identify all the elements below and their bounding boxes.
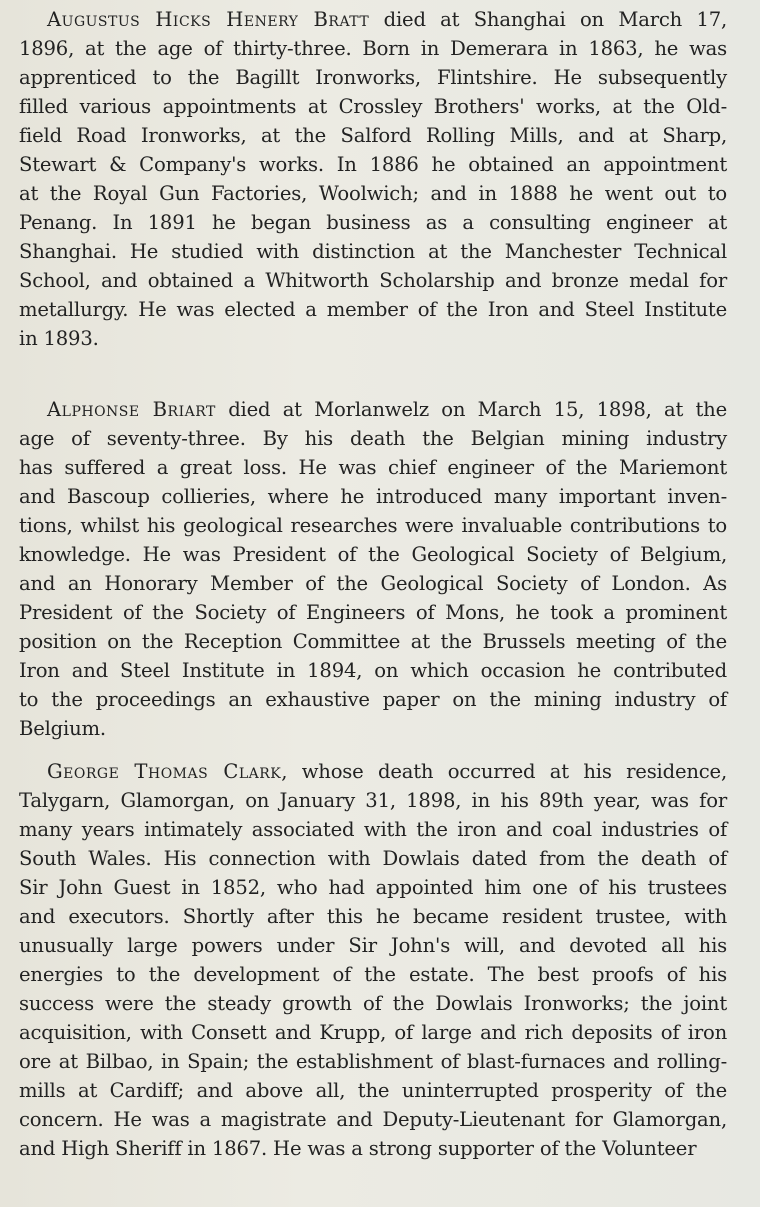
text-line: apprenticed to the Bagillt Ironworks, Flintshire. He subsequently: [19, 66, 727, 89]
text-line: Belgium.: [19, 717, 106, 740]
text-line: position on the Reception Committee at the Brussels meeting of the: [19, 630, 727, 653]
text-line: to the proceedings an exhaustive paper on the mining industry of: [19, 688, 727, 711]
text-line: success were the steady growth of the Dowlais Ironworks; the joint: [19, 992, 727, 1015]
text-line: Penang. In 1891 he began business as a consulting engineer at: [19, 211, 727, 234]
text-line: School, and obtained a Whitworth Scholarship and bronze medal for: [19, 269, 727, 292]
text-line: filled various appointments at Crossley Brothers' works, at the Old-: [19, 95, 727, 118]
text-line: Sir John Guest in 1852, who had appointed him one of his trustees: [19, 876, 727, 899]
text-line: ore at Bilbao, in Spain; the establishment of blast-furnaces and rolling-: [19, 1050, 727, 1073]
text-line: and High Sheriff in 1867. He was a strong supporter of the Volunteer: [19, 1137, 697, 1160]
text-line: Stewart & Company's works. In 1886 he obtained an appointment: [19, 153, 727, 176]
text-line: tions, whilst his geological researches were invaluable contributions to: [19, 514, 727, 537]
text-line: Augustus Hicks Henery Bratt died at Shanghai on March 17,: [47, 8, 728, 31]
person-name: Alphonse Briart: [47, 398, 216, 421]
text-line: Shanghai. He studied with distinction at the Manchester Technical: [19, 240, 727, 263]
text-line: Alphonse Briart died at Morlanwelz on March 15, 1898, at the: [47, 398, 727, 421]
text-line: and an Honorary Member of the Geological Society of London. As: [19, 572, 727, 595]
text-line: President of the Society of Engineers of Mons, he took a prominent: [19, 601, 727, 624]
text-line: has suffered a great loss. He was chief engineer of the Mariemont: [19, 456, 727, 479]
text-line: and Bascoup collieries, where he introduced many important inven-: [19, 485, 727, 508]
text-line: George Thomas Clark, whose death occurred at his residence,: [47, 760, 727, 783]
text-line: many years intimately associated with the iron and coal industries of: [19, 818, 727, 841]
text-line: field Road Ironworks, at the Salford Rolling Mills, and at Sharp,: [19, 124, 727, 147]
text-line: 1896, at the age of thirty-three. Born in Demerara in 1863, he was: [19, 37, 727, 60]
text-line: in 1893.: [19, 327, 99, 350]
person-name: George Thomas Clark: [47, 760, 282, 783]
text-line: knowledge. He was President of the Geological Society of Belgium,: [19, 543, 727, 566]
text-line: Iron and Steel Institute in 1894, on which occasion he contributed: [19, 659, 727, 682]
text-line: South Wales. His connection with Dowlais dated from the death of: [19, 847, 727, 870]
text-line: mills at Cardiff; and above all, the uninterrupted prosperity of the: [19, 1079, 727, 1102]
text-line: energies to the development of the estate. The best proofs of his: [19, 963, 727, 986]
text-line: acquisition, with Consett and Krupp, of large and rich deposits of iron: [19, 1021, 727, 1044]
text-line: concern. He was a magistrate and Deputy-Lieutenant for Glamorgan,: [19, 1108, 727, 1131]
text-line: at the Royal Gun Factories, Woolwich; and in 1888 he went out to: [19, 182, 727, 205]
text-line: age of seventy-three. By his death the Belgian mining industry: [19, 427, 727, 450]
person-name: Augustus Hicks Henery Bratt: [47, 8, 370, 31]
text-line: metallurgy. He was elected a member of the Iron and Steel Institute: [19, 298, 727, 321]
text-line: Talygarn, Glamorgan, on January 31, 1898, in his 89th year, was for: [19, 789, 727, 812]
text-line: unusually large powers under Sir John's will, and devoted all his: [19, 934, 727, 957]
text-line: and executors. Shortly after this he became resident trustee, with: [19, 905, 727, 928]
